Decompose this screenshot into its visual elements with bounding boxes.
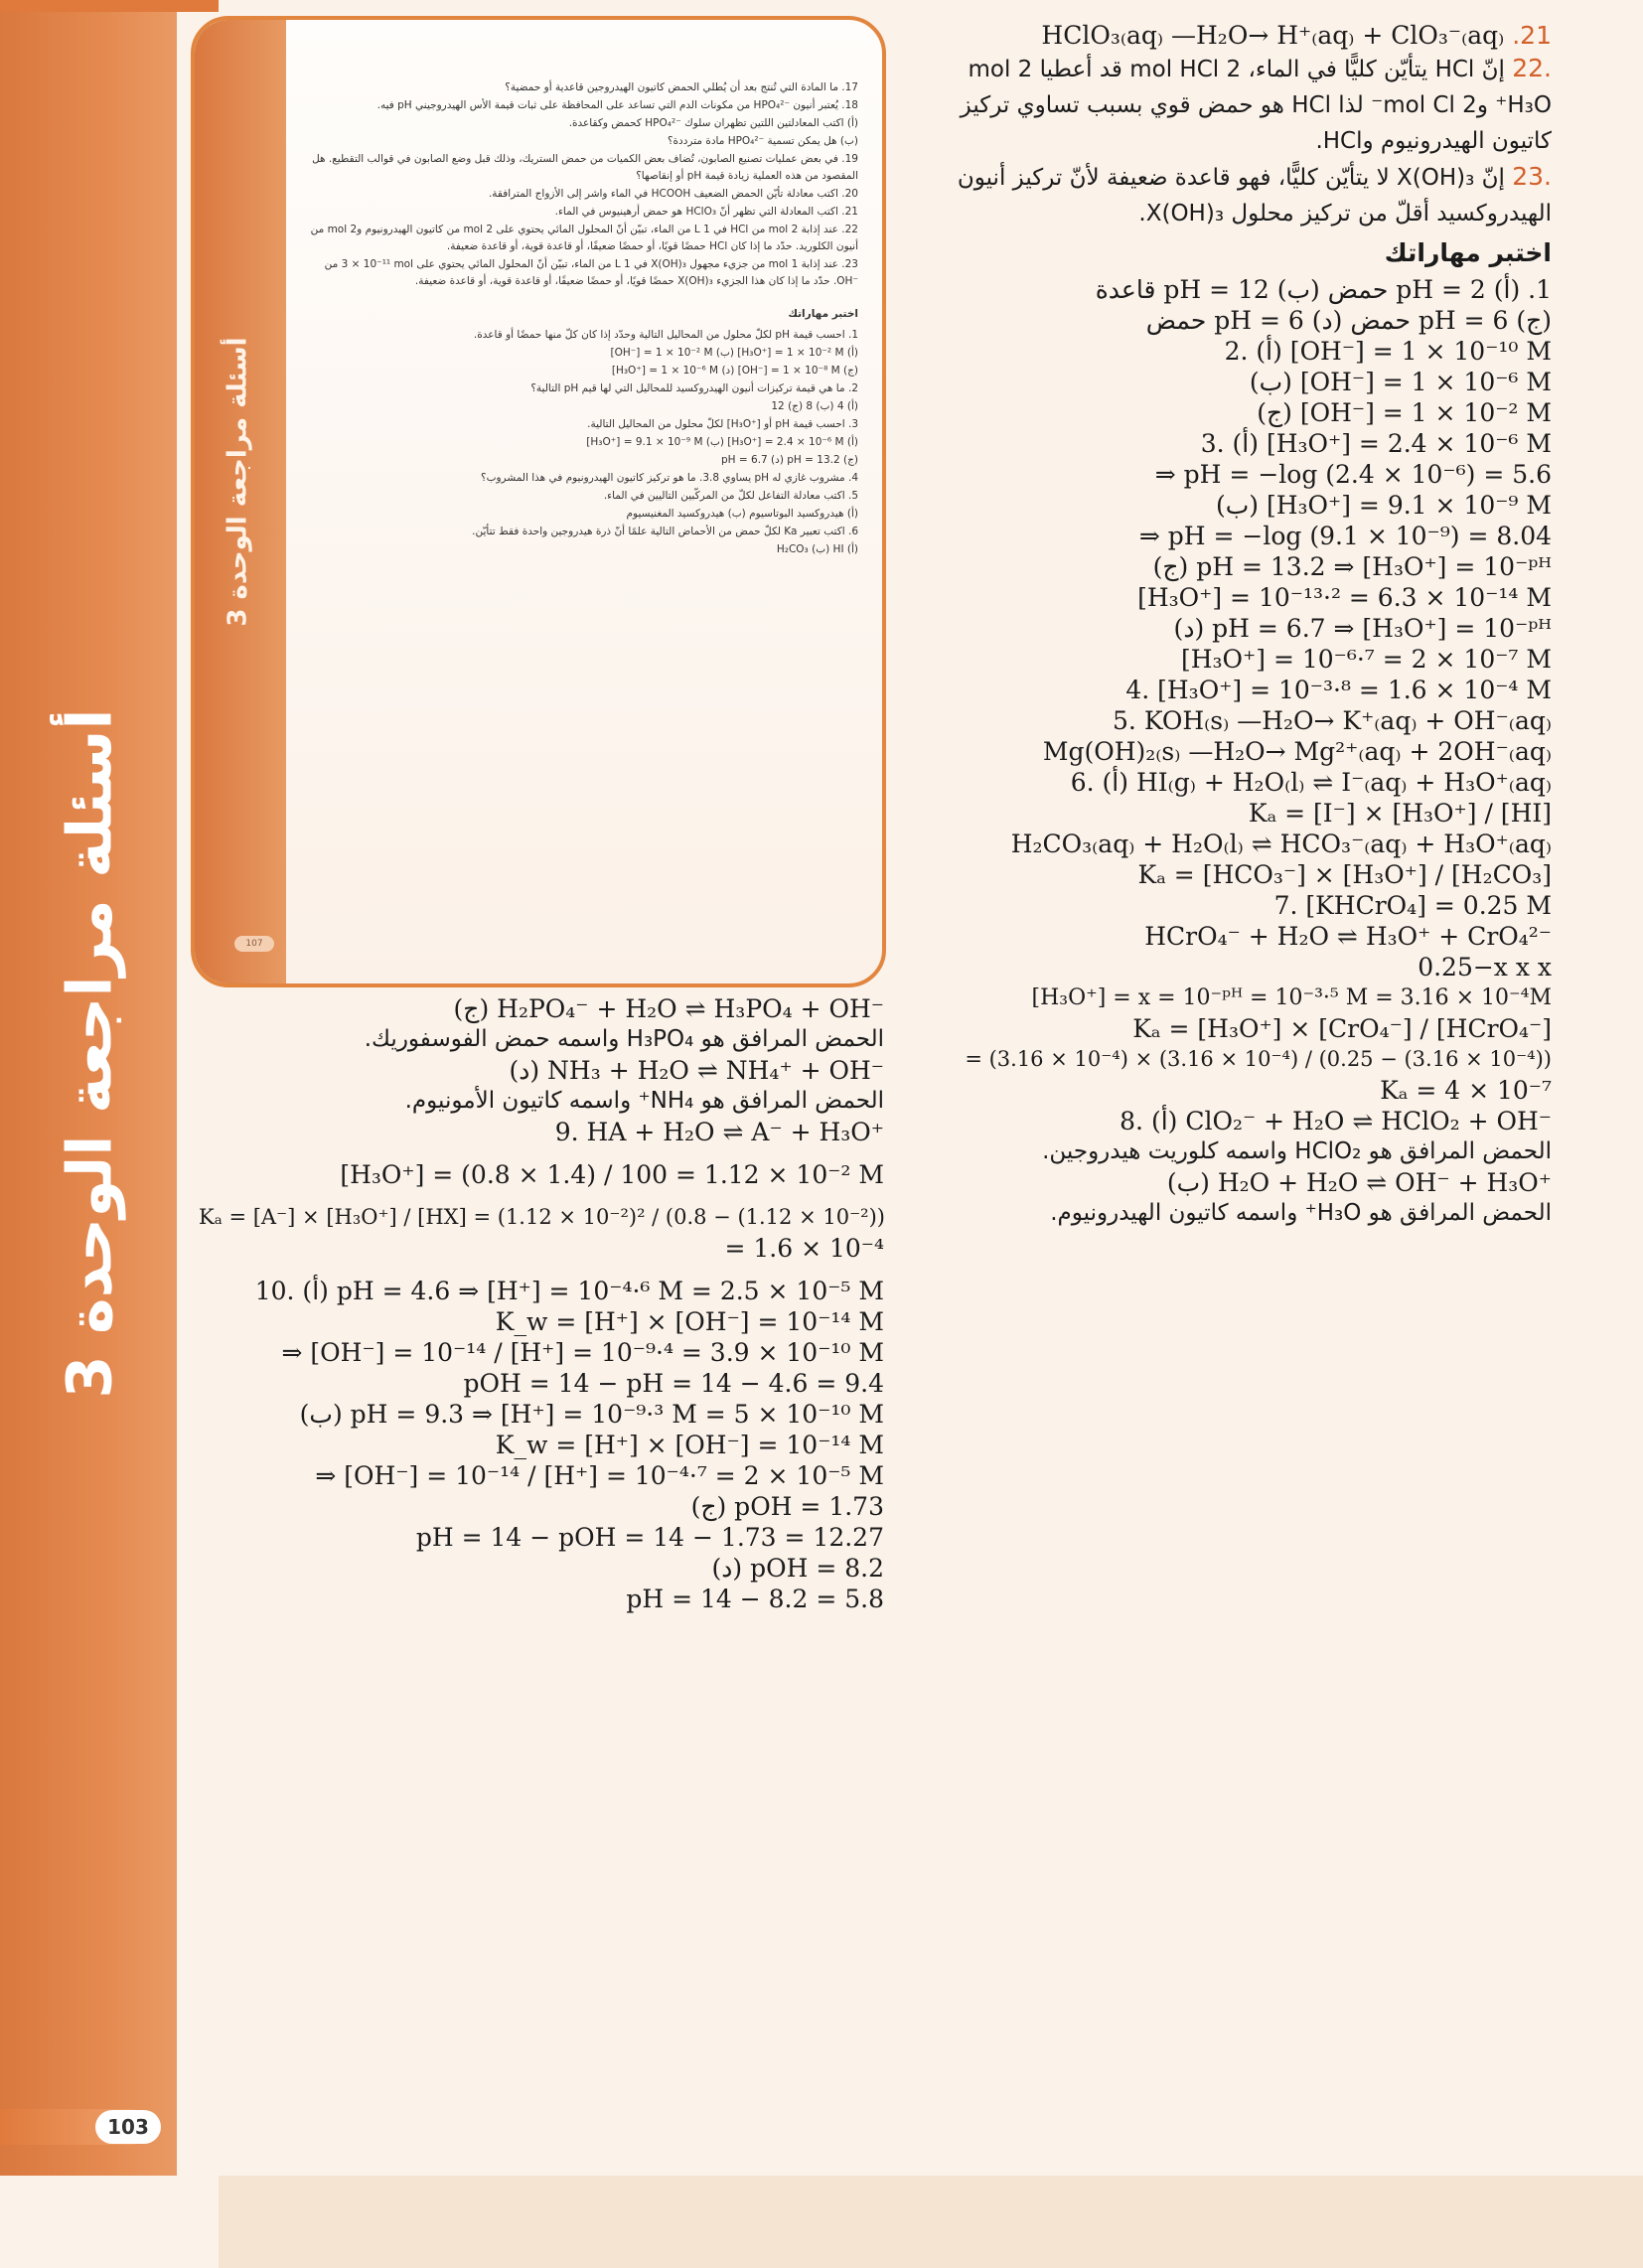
question-page-thumbnail: [191, 16, 886, 987]
answer-line: Kₐ = [A⁻] × [H₃O⁺] / [HX] = (1.12 × 10⁻²)² / (0.8 − (1.12 × 10⁻²)): [199, 1205, 885, 1229]
thumbnail-skills-line: 2. ما هي قيمة تركيزات أنيون الهيدروكسيد للمحاليل التي لها قيم pH التالية؟: [530, 382, 858, 394]
answer-23-text: إنّ X(OH)₃ لا يتأيّن كليًّا، فهو قاعدة ضعيفة لأنّ تركيز أنيون الهيدروكسيد أقلّ من تركيز محلول X(OH)₃.: [957, 165, 1552, 227]
answer-line: الحمض المرافق هو H₃PO₄ واسمه حمض الفوسفوريك.: [364, 1026, 884, 1052]
answer-23: [906, 159, 1552, 231]
answer-line: pH = 14 − 8.2 = 5.8: [626, 1585, 884, 1613]
thumbnail-skills-line: 4. مشروب غازي له pH يساوي 3.8. ما هو تركيز كاتيون الهيدرونيوم في هذا المشروب؟: [481, 472, 858, 484]
answer-line: الحمض المرافق هو NH₄⁺ واسمه كاتيون الأمونيوم.: [404, 1088, 884, 1114]
answer-line: (ب) pH = 9.3 ⇒ [H⁺] = 10⁻⁹·³ M = 5 × 10⁻¹⁰ M: [299, 1400, 884, 1429]
answer-line: الحمض المرافق هو HClO₂ واسمه كلوريت هيدروجين.: [1042, 1138, 1552, 1164]
answer-line: = 1.6 × 10⁻⁴: [724, 1234, 884, 1263]
thumbnail-line: (ب) هل يمكن تسمية ‎HPO₄²⁻‎ مادة مترددة؟: [667, 135, 858, 147]
answer-line: 10. (أ) pH = 4.6 ⇒ [H⁺] = 10⁻⁴·⁶ M = 2.5 × 10⁻⁵ M: [254, 1277, 884, 1305]
answer-line: HCrO₄⁻ + H₂O ⇌ H₃O⁺ + CrO₄²⁻: [1144, 922, 1552, 951]
answer-22: [906, 51, 1552, 159]
answer-line: 1. (أ) pH = 2 حمض (ب) pH = 12 قاعدة: [1095, 275, 1552, 304]
answer-21-number: .21: [1512, 21, 1552, 50]
thumbnail-skills-heading: اختبر مهاراتك: [788, 308, 858, 320]
sidebar-title-text: أسئلة مراجعة الوحدة 3: [53, 707, 126, 1399]
sidebar-title: [30, 695, 149, 1411]
thumbnail-line: (أ) اكتب المعادلتين اللتين تظهران سلوك ‎HPO₄²⁻‎ كحمض وكقاعدة.: [568, 117, 858, 129]
answer-line: ⇒ [OH⁻] = 10⁻¹⁴ / [H⁺] = 10⁻⁹·⁴ = 3.9 × 10⁻¹⁰ M: [281, 1338, 884, 1367]
answer-line: [H₃O⁺] = (0.8 × 1.4) / 100 = 1.12 × 10⁻² M: [340, 1160, 884, 1189]
thumbnail-skills-line: (ج) pH = 13.2 (د) pH = 6.7: [720, 454, 858, 466]
thumbnail-skills-line: 5. اكتب معادلة التفاعل لكلّ من المركّبين التاليين في الماء.: [603, 490, 858, 502]
answer-line: 4. [H₃O⁺] = 10⁻³·⁸ = 1.6 × 10⁻⁴ M: [1125, 676, 1552, 704]
answer-line: [H₃O⁺] = x = 10⁻ᵖᴴ = 10⁻³·⁵ M = 3.16 × 10⁻⁴M: [1031, 985, 1552, 1010]
answer-line: Kₐ = [H₃O⁺] × [CrO₄⁻] / [HCrO₄⁻]: [1132, 1014, 1552, 1043]
answer-line: (ب) [H₃O⁺] = 9.1 × 10⁻⁹ M: [1215, 491, 1552, 520]
thumbnail-line: 22. عند إذابة 2 mol من HCl في 1 L من الماء، تبيّن أنّ المحلول المائي يحتوي على 2 mol من كاتيون الهيدرونيوم و2 mol من أنيون الكلوريد. حدّد ما إذا كان HCl حمضًا قويًا، أو حمضًا ضعيفًا، أو قاعدة قوية، أو قاعدة ضعيفة.: [310, 224, 858, 252]
answer-line: (د) pH = 6.7 ⇒ [H₃O⁺] = 10⁻ᵖᴴ: [1173, 614, 1552, 643]
thumbnail-skills-line: (أ) ‎[H₃O⁺] = 1 × 10⁻² M‎ (ب) ‎[OH⁻] = 1 × 10⁻² M‎: [610, 347, 858, 359]
skills-heading: اختبر مهاراتك: [1384, 238, 1552, 267]
answer-22-number: .22: [1512, 54, 1552, 82]
answer-21-equation: HClO₃₍aq₎ —H₂O→ H⁺₍aq₎ + ClO₃⁻₍aq₎: [1041, 21, 1505, 50]
answer-line: (ج) [OH⁻] = 1 × 10⁻² M: [1257, 398, 1552, 427]
thumbnail-line: 23. عند إذابة 1 mol من جزيء مجهول ‎X(OH)₃‎ في 1 L من الماء، تبيّن أنّ المحلول المائي يحتوي على ‎3 × 10⁻¹¹ mol‎ من ‎OH⁻‎. حدّد ما إذا كان هذا الجزيء ‎X(OH)₃‎ حمضًا قويًا، أو حمضًا ضعيفًا، أو قاعدة قوية، أو قاعدة ضعيفة.: [324, 258, 858, 287]
thumbnail-skills-line: (أ) HI (ب) ‎H₂CO₃‎: [776, 543, 858, 555]
answer-line: (ج) pOH = 1.73: [690, 1492, 884, 1521]
thumbnail-skills-line: (ج) ‎[OH⁻] = 1 × 10⁻⁸ M‎ (د) ‎[H₃O⁺] = 1 × 10⁻⁶ M‎: [611, 365, 858, 377]
thumbnail-line: 21. اكتب المعادلة التي تظهر أنّ ‎HClO₃‎ هو حمض أرهينيوس في الماء.: [554, 206, 858, 218]
answer-line: (ب) [OH⁻] = 1 × 10⁻⁶ M: [1249, 368, 1552, 396]
thumbnail-skills-line: 6. اكتب تعبير Ka لكلّ حمض من الأحماض التالية علمًا أنّ ذرة هيدروجين واحدة فقط تتأيّن.: [472, 526, 858, 537]
thumbnail-skills-line: 1. احسب قيمة pH لكلّ محلول من المحاليل التالية وحدّد إذا كان كلّ منها حمضًا أو قاعدة.: [473, 329, 858, 341]
thumbnail-sidebar-title-text: أسئلة مراجعة الوحدة 3: [224, 337, 254, 627]
thumbnail-sidebar-title: [207, 318, 270, 646]
thumbnail-line: 18. يُعتبر أنيون ‎HPO₄²⁻‎ من مكونات الدم التي تساعد على المحافظة على ثبات قيمة الأس الهيدروجيني pH فيه.: [376, 99, 858, 111]
answer-line: ⇒ pH = −log (9.1 × 10⁻⁹) = 8.04: [1138, 522, 1552, 550]
answer-22-text: إنّ HCl يتأيّن كليًّا في الماء، 2 mol HCl قد أعطيا 2 mol H₃O⁺ و2 mol Cl⁻ لذا HCl هو حمض قوي بسبب تساوي تركيز كاتيون الهيدرونيوم وHCl.: [960, 57, 1552, 154]
answer-line: H₂CO₃₍aq₎ + H₂O₍l₎ ⇌ HCO₃⁻₍aq₎ + H₃O⁺₍aq₎: [1010, 830, 1552, 858]
answer-line: pH = 14 − pOH = 14 − 1.73 = 12.27: [415, 1523, 884, 1552]
answer-line: (ج) pH = 6 حمض (د) pH = 6 حمض: [1145, 306, 1552, 335]
thumbnail-skills-line: (أ) هيدروكسيد البوتاسيوم (ب) هيدروكسيد المغنيسيوم: [626, 508, 858, 520]
thumbnail-skills-line: 3. احسب قيمة pH أو ‎[H₃O⁺]‎ لكلّ محلول من المحاليل التالية.: [587, 418, 858, 430]
bottom-band: [219, 2176, 1643, 2268]
answer-line: (ج) pH = 13.2 ⇒ [H₃O⁺] = 10⁻ᵖᴴ: [1152, 552, 1552, 581]
answer-line: K_w = [H⁺] × [OH⁻] = 10⁻¹⁴ M: [495, 1431, 884, 1459]
answers-right-column: [906, 20, 1552, 1229]
answer-line: 6. (أ) HI₍g₎ + H₂O₍l₎ ⇌ I⁻₍aq₎ + H₃O⁺₍aq₎: [1070, 768, 1552, 797]
answer-line: 7. [KHCrO₄] = 0.25 M: [1273, 891, 1552, 920]
answer-line: ⇒ pH = −log (2.4 × 10⁻⁶) = 5.6: [1154, 460, 1552, 489]
answer-line: Kₐ = 4 × 10⁻⁷: [1380, 1076, 1552, 1105]
sidebar-top-accent: [0, 0, 219, 12]
thumbnail-line: 20. اكتب معادلة تأيّن الحمض الضعيف HCOOH في الماء واشر إلى الأزواج المترافقة.: [488, 188, 858, 200]
answer-line: Kₐ = [I⁻] × [H₃O⁺] / [HI]: [1248, 799, 1552, 828]
answer-line: Kₐ = [HCO₃⁻] × [H₃O⁺] / [H₂CO₃]: [1137, 860, 1552, 889]
answer-line: [H₃O⁺] = 10⁻⁶·⁷ = 2 × 10⁻⁷ M: [1180, 645, 1552, 674]
answer-line: (ج) H₂PO₄⁻ + H₂O ⇌ H₃PO₄ + OH⁻: [453, 994, 884, 1023]
page-number: 103: [95, 2110, 161, 2144]
answer-line: الحمض المرافق هو H₃O⁺ واسمه كاتيون الهيدرونيوم.: [1050, 1200, 1552, 1226]
answer-line: 2. (أ) [OH⁻] = 1 × 10⁻¹⁰ M: [1224, 337, 1552, 366]
answer-line: (د) NH₃ + H₂O ⇌ NH₄⁺ + OH⁻: [509, 1056, 884, 1085]
answer-line: pOH = 14 − pH = 14 − 4.6 = 9.4: [463, 1369, 884, 1398]
answer-line: 3. (أ) [H₃O⁺] = 2.4 × 10⁻⁶ M: [1200, 429, 1552, 458]
answer-line: (د) pOH = 8.2: [711, 1554, 884, 1583]
thumbnail-line: 19. في بعض عمليات تصنيع الصابون، تُضاف بعض الكميات من حمض الستريك، وذلك قبل وضع الصابون في قوالب التقطيع. هل المقصود من هذه العملية زيادة قيمة pH أو إنقاصها؟: [312, 153, 858, 182]
thumbnail-page-label: 107: [234, 936, 274, 952]
answer-line: 8. (أ) ClO₂⁻ + H₂O ⇌ HClO₂ + OH⁻: [1120, 1107, 1552, 1135]
thumbnail-skills-line: (أ) ‎[H₃O⁺] = 2.4 × 10⁻⁶ M‎ (ب) ‎[H₃O⁺] = 9.1 × 10⁻⁹ M‎: [586, 436, 858, 448]
answer-21: [906, 20, 1552, 51]
answer-line: K_w = [H⁺] × [OH⁻] = 10⁻¹⁴ M: [495, 1307, 884, 1336]
answer-line: ⇒ [OH⁻] = 10⁻¹⁴ / [H⁺] = 10⁻⁴·⁷ = 2 × 10⁻⁵ M: [315, 1461, 884, 1490]
sidebar: [0, 0, 177, 2176]
answer-line: (ب) H₂O + H₂O ⇌ OH⁻ + H₃O⁺: [1166, 1168, 1552, 1197]
answer-line: 5. KOH₍s₎ —H₂O→ K⁺₍aq₎ + OH⁻₍aq₎: [1113, 706, 1552, 735]
answer-23-number: .23: [1512, 162, 1552, 191]
answer-line: 9. HA + H₂O ⇌ A⁻ + H₃O⁺: [554, 1118, 884, 1146]
answer-line: = (3.16 × 10⁻⁴) × (3.16 × 10⁻⁴) / (0.25 − (3.16 × 10⁻⁴)): [965, 1047, 1552, 1071]
thumbnail-body: [302, 79, 858, 559]
thumbnail-skills-line: (أ) 4 (ب) 8 (ج) 12: [771, 400, 858, 412]
answer-line: [H₃O⁺] = 10⁻¹³·² = 6.3 × 10⁻¹⁴ M: [1137, 583, 1552, 612]
thumbnail-line: 17. ما المادة التي تُنتج بعد أن يُطلي الحمض كاتيون الهيدروجين قاعدية أو حمضية؟: [505, 81, 858, 93]
answer-line: 0.25−x x x: [1418, 953, 1552, 982]
answer-line: Mg(OH)₂₍s₎ —H₂O→ Mg²⁺₍aq₎ + 2OH⁻₍aq₎: [1042, 737, 1552, 766]
answers-left-column: [199, 993, 884, 1614]
